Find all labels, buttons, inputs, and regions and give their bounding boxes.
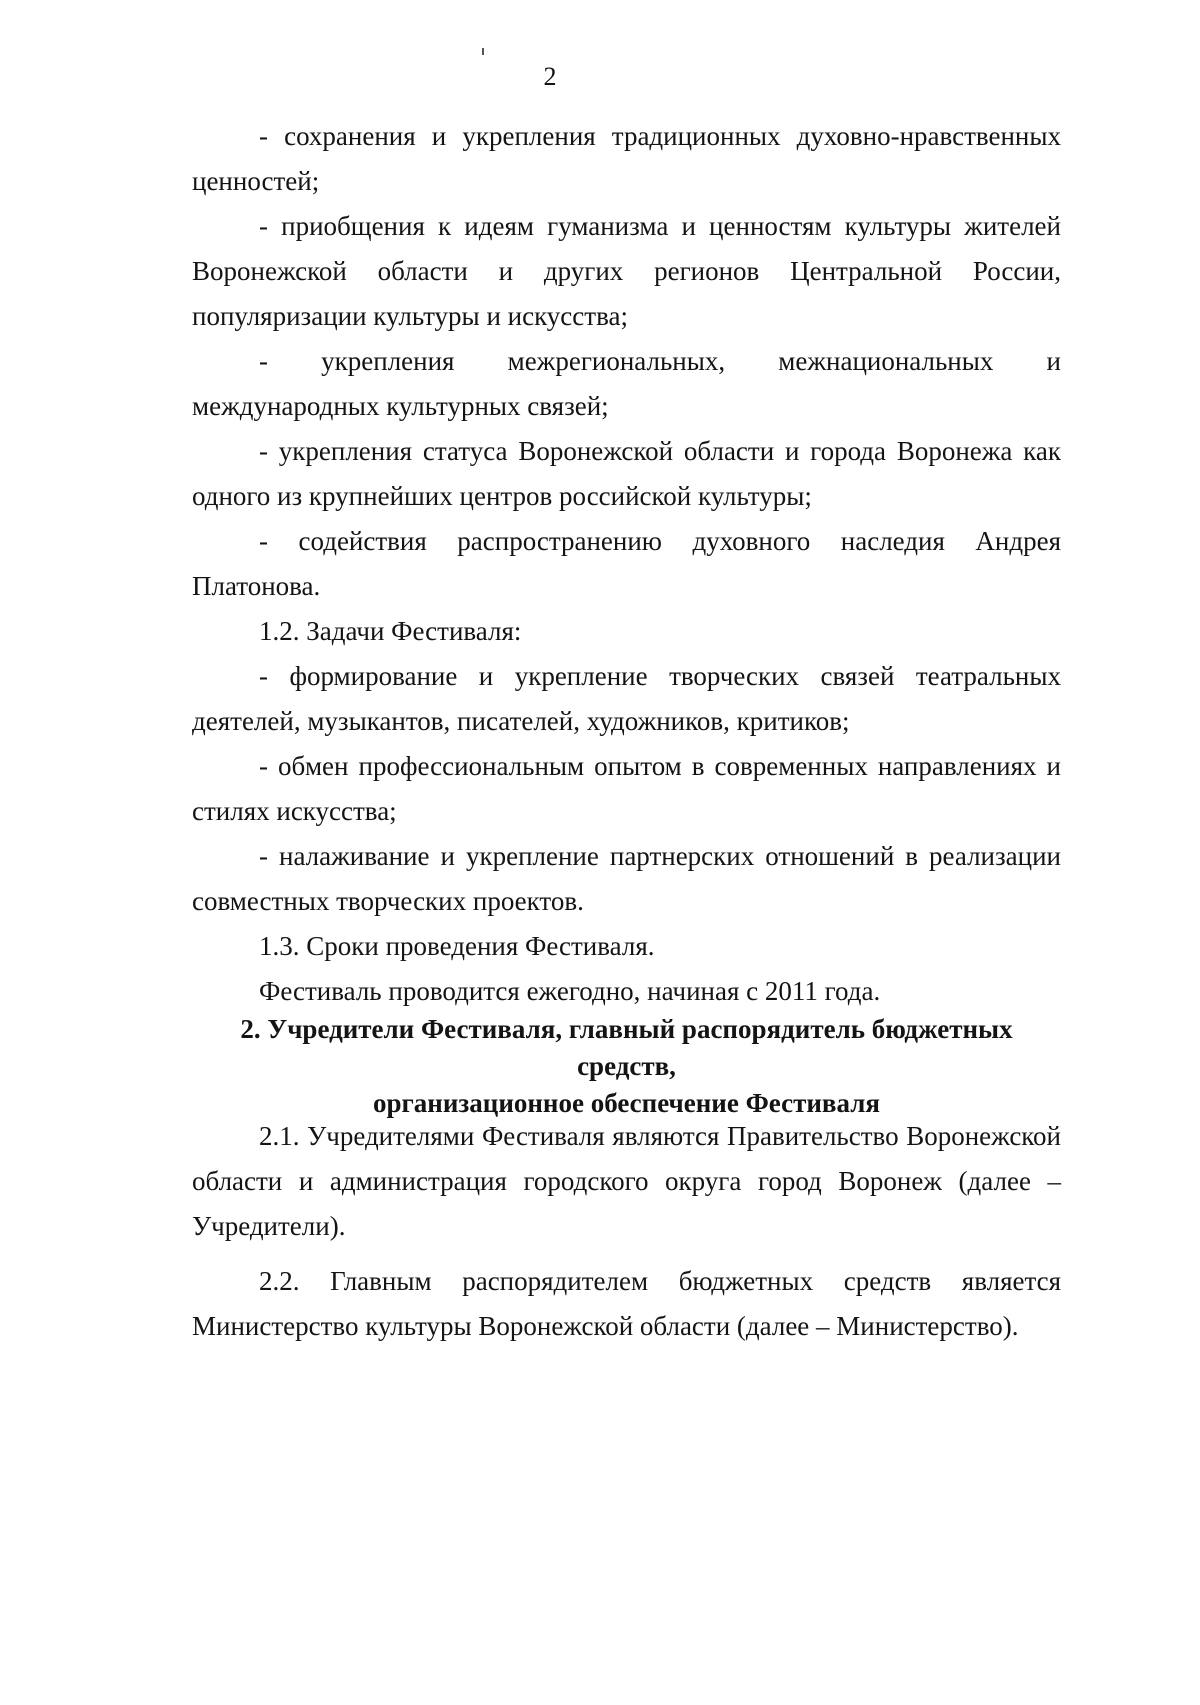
list-item-humanism: - приобщения к идеям гуманизма и ценностям культуры жителей Воронежской области и других регионов Центральной России, популяризации культуры и искусства;: [192, 211, 1061, 331]
clause-1-3-text: Фестиваль проводится ежегодно, начиная с 2011 года.: [259, 976, 881, 1006]
list-item-partnerships: - налаживание и укрепление партнерских отношений в реализации совместных творческих проектов.: [192, 841, 1061, 916]
clause-2-1: 2.1. Учредителями Фестиваля являются Правительство Воронежской области и администрация городского округа город Воронеж (далее – Учредители).: [192, 1121, 1061, 1241]
clause-2-2: 2.2. Главным распорядителем бюджетных средств является Министерство культуры Воронежской области (далее – Министерство).: [192, 1266, 1061, 1341]
list-item-creative-ties: - формирование и укрепление творческих связей театральных деятелей, музыкантов, писателей, художников, критиков;: [192, 661, 1061, 736]
clause-1-2-title: 1.2. Задачи Фестиваля:: [259, 616, 522, 646]
section-1-continuation: [192, 114, 1061, 1014]
list-item-cultural-ties: - укрепления межрегиональных, межнациональных и международных культурных связей;: [192, 346, 1061, 421]
page-number: 2: [543, 62, 557, 91]
section-2-body: [192, 1114, 1061, 1349]
section-2-heading-line-2: организационное обеспечение Фестиваля: [373, 1088, 880, 1118]
scan-mark: [482, 48, 484, 55]
list-item-platonov-heritage: - содействия распространению духовного наследия Андрея Платонова.: [192, 526, 1061, 601]
list-item-experience-exchange: - обмен профессиональным опытом в современных направлениях и стилях искусства;: [192, 751, 1061, 826]
section-2-heading-line-1: 2. Учредители Фестиваля, главный распорядитель бюджетных средств,: [240, 1014, 1013, 1081]
section-2-heading: [192, 1011, 1061, 1122]
list-item-regional-status: - укрепления статуса Воронежской области и города Воронежа как одного из крупнейших центров российской культуры;: [192, 436, 1061, 511]
list-item-traditional-values: - сохранения и укрепления традиционных духовно-нравственных ценностей;: [192, 121, 1061, 196]
clause-1-3-title: 1.3. Сроки проведения Фестиваля.: [259, 931, 655, 961]
